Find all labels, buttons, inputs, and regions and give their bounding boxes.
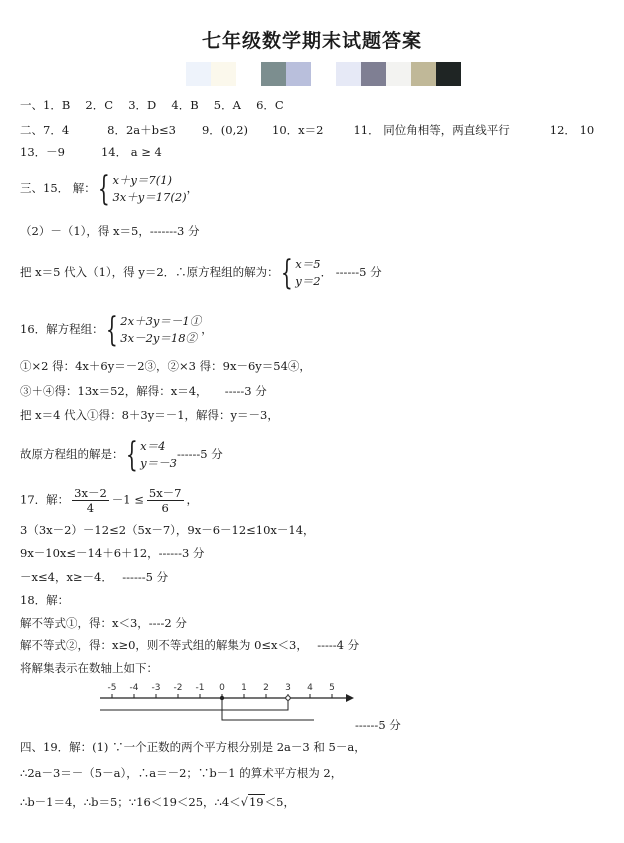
axis-tick-label: -4 xyxy=(129,683,139,693)
color-swatch xyxy=(186,62,211,86)
q16-equations xyxy=(120,313,201,347)
brace-symbol: { xyxy=(280,253,293,293)
q17-line3: －x≤4，x≥－4． ------5 分 xyxy=(20,570,169,584)
axis-ticks xyxy=(108,683,335,698)
section2-line1 xyxy=(20,123,594,137)
color-swatch xyxy=(286,62,311,86)
q17-num2: 5x－7 xyxy=(148,486,182,500)
q17-mid: －1 ≤ xyxy=(111,492,144,507)
q19-line3 xyxy=(20,795,295,809)
number-line xyxy=(90,676,370,728)
solution-bracket-right xyxy=(100,698,288,710)
color-swatch xyxy=(211,62,236,86)
q16-system xyxy=(20,310,213,350)
axis-tick-label: 4 xyxy=(307,683,313,693)
q18-score: ------5 分 xyxy=(355,718,401,732)
q16-prefix: 16．解方程组： xyxy=(20,322,104,336)
q15-system xyxy=(20,169,199,209)
q16-score: ------5 分 xyxy=(176,447,223,461)
q15-sol1: x＝5 xyxy=(295,257,321,271)
q17-den1: 4 xyxy=(86,501,95,515)
q19-radicand: 19 xyxy=(248,795,264,809)
q15-sub: 把 x＝5 代入（1），得 y＝2．∴原方程组的解为： xyxy=(20,265,279,279)
brace-symbol: { xyxy=(105,310,118,350)
solution-bracket-left xyxy=(222,698,314,720)
axis-arrow xyxy=(346,694,354,702)
axis-tick-label: -5 xyxy=(107,683,117,693)
axis-tick-label: 0 xyxy=(219,683,225,693)
q15-solution xyxy=(20,253,382,293)
color-swatch xyxy=(311,62,336,86)
color-swatch xyxy=(411,62,436,86)
q9-answer: 9．(0,2) xyxy=(201,123,249,137)
q16-line2: ③＋④得：13x＝52，解得：x＝4， -----3 分 xyxy=(20,384,267,398)
q15-score: ． ------5 分 xyxy=(320,265,382,279)
q19-l3b: ＜5， xyxy=(264,795,295,809)
q16-solution-system xyxy=(140,438,177,472)
q15-eq2: 3x＋y＝17(2) xyxy=(112,190,187,204)
q16-line1: ①×2 得：4x＋6y＝－2③，②×3 得：9x－6y＝54④， xyxy=(20,359,311,373)
sqrt-symbol: √ xyxy=(240,795,248,809)
q17-prefix: 17．解： xyxy=(20,492,70,507)
q15-suffix: ， xyxy=(186,181,199,195)
q19-line2: ∴2a－3＝－（5－a），∴a＝－2；∵b－1 的算术平方根为 2， xyxy=(20,766,343,780)
q17-suffix: ， xyxy=(186,492,198,507)
section1-answers: 一、1．B 2．C 3．D 4．B 5．A 6．C xyxy=(20,98,284,112)
q17-line1: 3（3x－2）－12≤2（5x－7），9x－6－12≤10x－14， xyxy=(20,523,315,537)
brace-symbol: { xyxy=(125,435,138,475)
q15-solution-system xyxy=(295,256,320,290)
q16-eq2: 3x－2y＝18② xyxy=(120,331,198,345)
q15-equations xyxy=(112,172,186,206)
q18-line2: 解不等式②，得：x≥0，则不等式组的解集为 0≤x＜3， -----4 分 xyxy=(20,638,360,652)
brace-symbol: { xyxy=(97,169,110,209)
q17-inequality xyxy=(20,486,198,515)
q17-fraction-left xyxy=(72,486,109,515)
axis-tick-label: 2 xyxy=(263,683,269,693)
q15-sol2: y＝2 xyxy=(295,274,321,288)
q16-eq1: 2x＋3y＝－1① xyxy=(120,314,202,328)
axis-tick-label: 3 xyxy=(285,683,291,693)
point-zero-marker xyxy=(220,696,224,700)
axis-tick-label: 5 xyxy=(329,683,335,693)
q8-answer: 8．2a＋b≤3 xyxy=(107,123,176,137)
q17-line2: 9x－10x≤－14＋6＋12，------3 分 xyxy=(20,546,205,560)
q18-title: 18．解： xyxy=(20,593,70,607)
section2-line2 xyxy=(20,145,162,159)
q18-line3: 将解集表示在数轴上如下： xyxy=(20,661,158,675)
axis-tick-label: 1 xyxy=(241,683,247,693)
q16-solution xyxy=(20,435,223,475)
color-swatch xyxy=(386,62,411,86)
color-swatch xyxy=(436,62,461,86)
q7-answer: 二、7．4 xyxy=(20,123,70,137)
q15-prefix: 三、15． 解： xyxy=(20,181,96,195)
axis-tick-label: -2 xyxy=(173,683,183,693)
page-title: 七年级数学期末试题答案 xyxy=(201,30,422,52)
color-swatch xyxy=(236,62,261,86)
q15-eq1: x＋y＝7(1) xyxy=(112,173,173,187)
q19-line1: 四、19．解：(1) ∵一个正数的两个平方根分别是 2a－3 和 5－a， xyxy=(20,740,366,754)
q16-line3: 把 x＝4 代入①得：8＋3y＝－1，解得：y＝－3， xyxy=(20,408,279,422)
color-swatch xyxy=(336,62,361,86)
q12-answer: 12． 10 xyxy=(549,123,595,137)
q16-sol1: x＝4 xyxy=(140,439,166,453)
q16-sol-prefix: 故原方程组的解是： xyxy=(20,447,124,461)
q16-suffix: ， xyxy=(201,322,213,336)
q17-den2: 6 xyxy=(161,501,169,515)
color-swatch-strip xyxy=(186,62,461,86)
color-swatch xyxy=(361,62,386,86)
q17-num1: 3x－2 xyxy=(74,486,107,500)
q15-step: （2）－（1），得 x＝5，-------3 分 xyxy=(20,224,200,238)
q13-answer: 13．－9 xyxy=(20,145,65,159)
q19-l3a: ∴b－1＝4，∴b＝5；∵16＜19＜25，∴4＜ xyxy=(20,795,241,809)
color-swatch xyxy=(261,62,286,86)
q16-sol2: y＝－3 xyxy=(140,456,177,470)
q18-line1: 解不等式①，得：x＜3，----2 分 xyxy=(20,616,187,630)
q10-answer: 10．x＝2 xyxy=(272,123,324,137)
axis-tick-label: -3 xyxy=(151,683,161,693)
q14-answer: 14． a ≥ 4 xyxy=(100,145,162,159)
point-three-marker xyxy=(286,696,290,700)
q11-answer: 11． 同位角相等，两直线平行 xyxy=(353,123,510,137)
axis-tick-label: -1 xyxy=(195,683,205,693)
q17-fraction-right xyxy=(147,486,184,515)
